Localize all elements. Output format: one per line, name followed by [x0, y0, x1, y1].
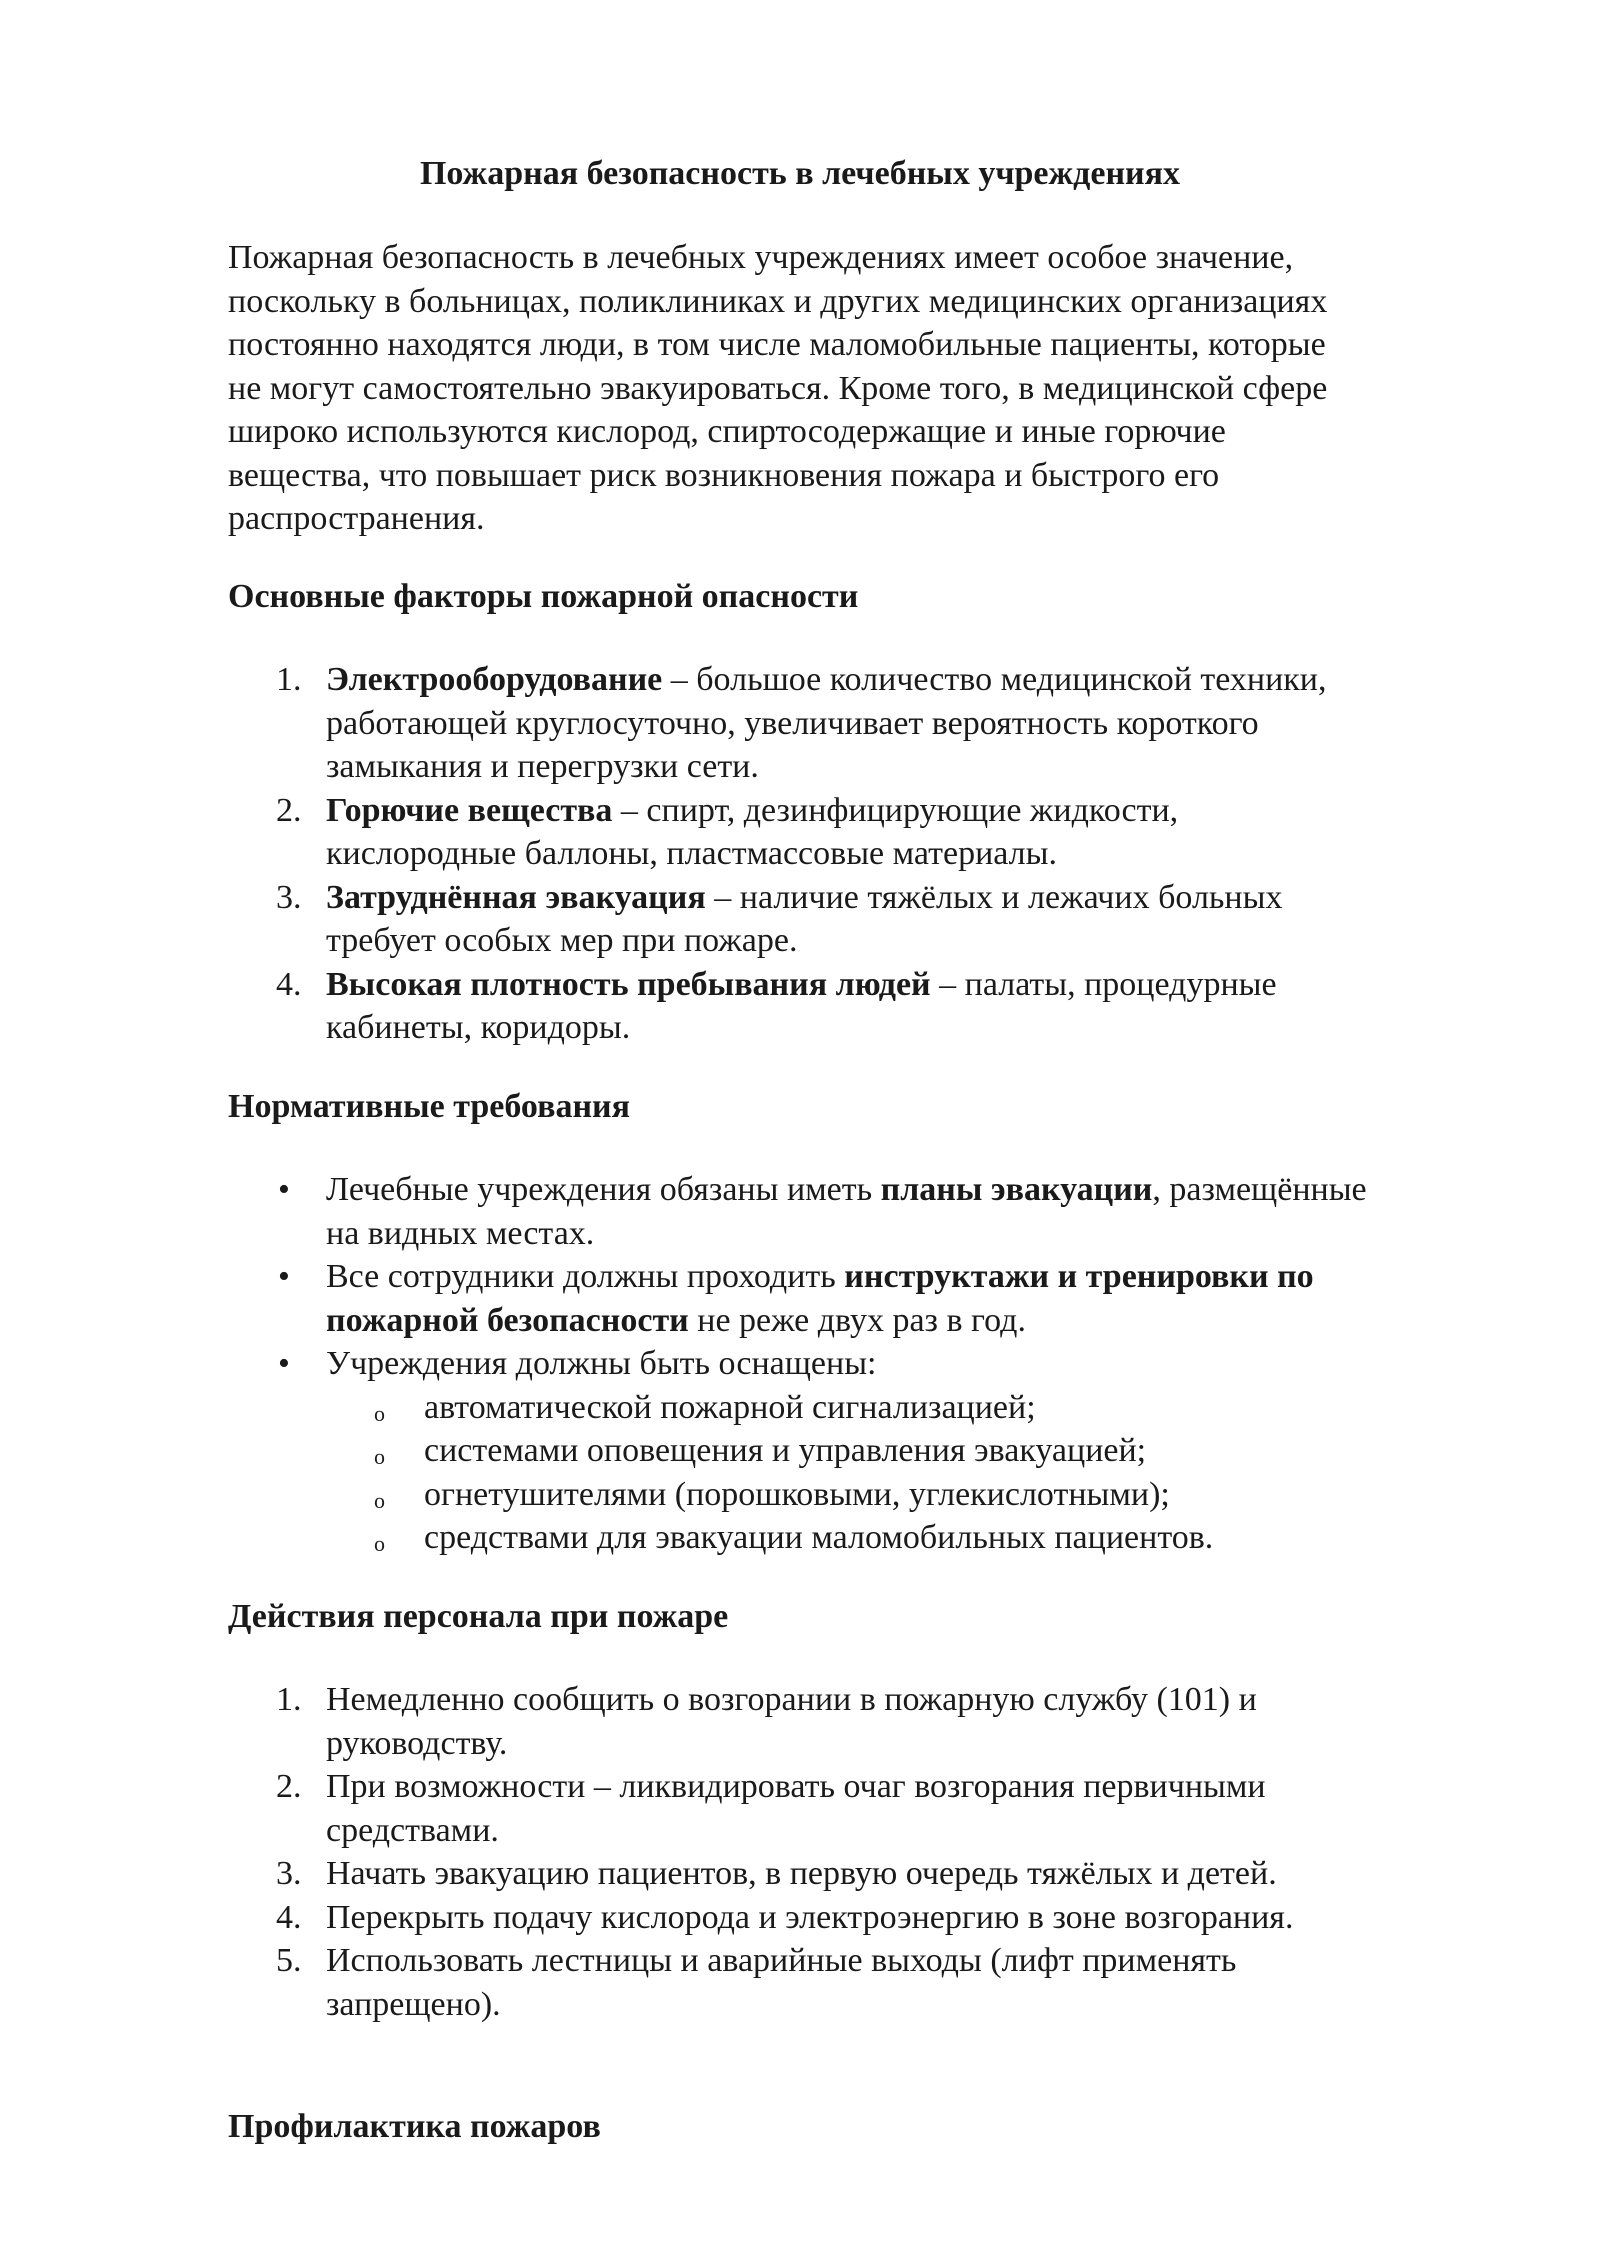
sublist-item [228, 1386, 1528, 1430]
list-item-text: При возможности – ликвидировать очаг возгорания первичными [326, 1768, 1266, 1805]
sublist-item [228, 1516, 1528, 1560]
list-number: 4. [276, 965, 302, 1003]
intro-line: распространения. [228, 500, 485, 537]
bullet-icon: • [278, 1345, 290, 1382]
list-item-text: Перекрыть подачу кислорода и электроэнергию в зоне возгорания. [326, 1898, 1294, 1936]
intro-line: Пожарная безопасность в лечебных учреждениях имеет особое значение, [228, 239, 1294, 276]
bullet-icon: • [278, 1171, 290, 1208]
list-item [228, 789, 1528, 876]
list-item-text: Немедленно сообщить о возгорании в пожарную службу (101) и [326, 1681, 1257, 1718]
circle-bullet-icon: o [374, 1444, 385, 1469]
list-item [228, 1342, 1528, 1560]
circle-bullet-icon: o [374, 1400, 385, 1426]
list-item-text: – палаты, процедурные [930, 965, 1277, 1003]
regulations-list [228, 1168, 1528, 1560]
list-item [228, 1765, 1528, 1852]
sublist-item-text: средствами для эвакуации маломобильных пациентов. [424, 1519, 1214, 1556]
section-heading-prevention: Профилактика пожаров [228, 2108, 601, 2145]
list-item-text: Использовать лестницы и аварийные выходы (лифт применять [326, 1942, 1237, 1979]
circle-bullet-icon: o [374, 1487, 385, 1513]
section-heading-staff-actions: Действия персонала при пожаре [228, 1598, 729, 1635]
sublist-item [228, 1473, 1528, 1517]
intro-line: поскольку в больницах, поликлиниках и других медицинских организациях [228, 282, 1328, 320]
list-item [228, 1255, 1528, 1342]
section-heading-regulations: Нормативные требования [228, 1088, 631, 1125]
list-item [228, 658, 1528, 789]
list-item-text: требует особых мер при пожаре. [326, 922, 798, 959]
list-item [228, 1939, 1528, 2026]
list-item [228, 1168, 1528, 1255]
staff-actions-list [228, 1678, 1528, 2026]
list-item-text: не реже двух раз в год. [688, 1301, 1026, 1339]
list-item [228, 876, 1528, 963]
list-item [228, 1896, 1528, 1940]
list-number: 3. [276, 878, 302, 916]
list-item-text: средствами. [326, 1811, 499, 1849]
sublist-item-text: автоматической пожарной сигнализацией; [424, 1388, 1036, 1426]
list-item-term: планы эвакуации [880, 1171, 1153, 1208]
list-item [228, 1678, 1528, 1765]
bullet-icon: • [278, 1258, 290, 1295]
list-item-text: , размещённые [1152, 1171, 1367, 1208]
list-item [228, 1852, 1528, 1896]
sublist-item-text: системами оповещения и управления эвакуацией; [424, 1432, 1147, 1469]
list-number: 2. [276, 791, 302, 829]
list-item-text: – наличие тяжёлых и лежачих больных [705, 878, 1283, 916]
list-item-text: руководству. [326, 1724, 508, 1762]
list-number: 2. [276, 1768, 302, 1805]
list-item [228, 963, 1528, 1050]
list-item-term: инструктажи и тренировки по [844, 1258, 1314, 1295]
document-title: Пожарная безопасность в лечебных учреждениях [419, 155, 1181, 192]
list-item-term: Высокая плотность пребывания людей [326, 965, 931, 1003]
list-number: 3. [276, 1855, 302, 1892]
list-item-text: Начать эвакуацию пациентов, в первую очередь тяжёлых и детей. [326, 1855, 1277, 1892]
hazard-factors-list [228, 658, 1528, 1050]
sublist-item [228, 1429, 1528, 1473]
list-item-text: – большое количество медицинской техники, [662, 661, 1327, 698]
list-number: 5. [276, 1942, 302, 1979]
list-number: 4. [276, 1898, 302, 1936]
list-item-term: Затруднённая эвакуация [326, 878, 706, 916]
list-item-term: Электрооборудование [326, 661, 663, 698]
equipment-sublist [228, 1386, 1528, 1560]
list-item-text: кислородные баллоны, пластмассовые материалы. [326, 835, 1057, 872]
list-item-text: работающей круглосуточно, увеличивает вероятность короткого [326, 704, 1259, 742]
intro-line: постоянно находятся люди, в том числе маломобильные пациенты, которые [228, 326, 1326, 363]
list-number: 1. [276, 1681, 302, 1718]
list-item-text: запрещено). [326, 1985, 501, 2023]
list-item-text: Учреждения должны быть оснащены: [326, 1345, 877, 1382]
list-item-text: на видных местах. [326, 1214, 595, 1252]
list-item-term: пожарной безопасности [326, 1301, 689, 1339]
list-item-text: замыкания и перегрузки сети. [326, 748, 759, 785]
list-number: 1. [276, 661, 302, 698]
list-item-term: Горючие вещества [326, 791, 613, 829]
list-item-text: Все сотрудники должны проходить [326, 1258, 845, 1295]
intro-paragraph [228, 236, 1528, 541]
circle-bullet-icon: o [374, 1531, 385, 1556]
sublist-item-text: огнетушителями (порошковыми, углекислотными); [424, 1475, 1170, 1513]
list-item-text: кабинеты, коридоры. [326, 1009, 631, 1046]
section-heading-hazard-factors: Основные факторы пожарной опасности [228, 578, 859, 615]
intro-line: не могут самостоятельно эвакуироваться. Кроме того, в медицинской сфере [228, 369, 1328, 407]
intro-line: широко используются кислород, спиртосодержащие и иные горючие [228, 413, 1226, 450]
list-item-text: – спирт, дезинфицирующие жидкости, [612, 791, 1179, 829]
list-item-text: Лечебные учреждения обязаны иметь [326, 1171, 881, 1208]
intro-line: вещества, что повышает риск возникновения пожара и быстрого его [228, 456, 1220, 494]
